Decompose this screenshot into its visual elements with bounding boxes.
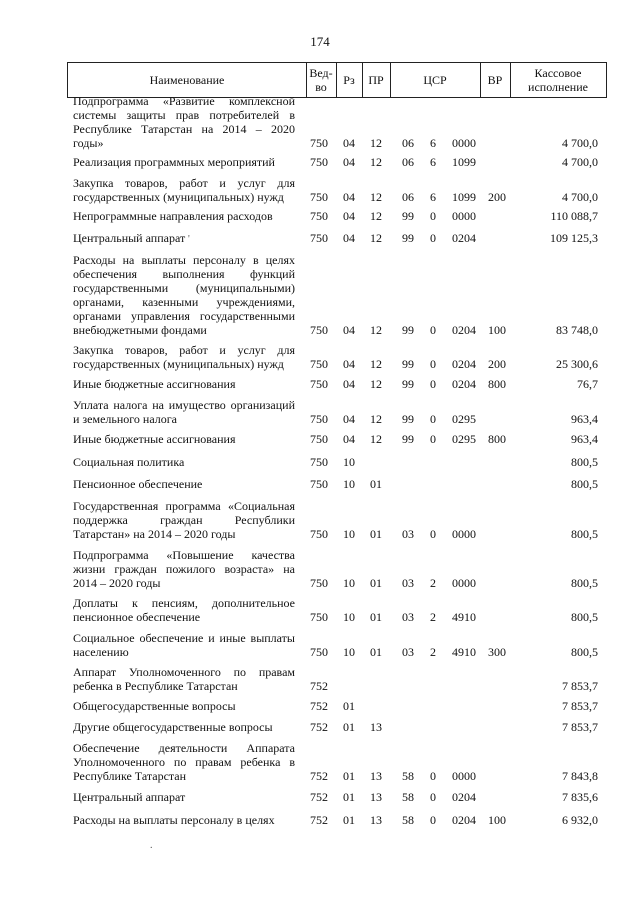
vr-cell: 100 — [488, 323, 506, 337]
header-csr: ЦСР — [423, 73, 447, 87]
amount-cell: 800,5 — [571, 477, 598, 491]
rz-cell: 10 — [343, 576, 355, 590]
ved-cell: 750 — [310, 576, 328, 590]
rz-cell: 04 — [343, 412, 355, 426]
row-name: Закупка товаров, работ и услуг для государственных (муниципальных) нужд — [73, 176, 295, 204]
rz-cell: 10 — [343, 610, 355, 624]
csr-cell: 0295 — [452, 432, 476, 446]
csr-cell: 0 — [430, 769, 436, 783]
ved-cell: 752 — [310, 790, 328, 804]
csr-cell: 0000 — [452, 527, 476, 541]
rz-cell: 01 — [343, 769, 355, 783]
rz-cell: 10 — [343, 527, 355, 541]
ved-cell: 750 — [310, 610, 328, 624]
amount-cell: 7 853,7 — [562, 679, 598, 693]
row-name: Аппарат Уполномоченного по правам ребенка в Республике Татарстан — [73, 665, 295, 693]
rz-cell: 01 — [343, 790, 355, 804]
rz-cell: 04 — [343, 190, 355, 204]
rz-cell: 01 — [343, 720, 355, 734]
csr-cell: 0295 — [452, 412, 476, 426]
row-name: Подпрограмма «Развитие комплексной системы защиты прав потребителей в Республике Татарстан на 2014 – 2020 годы» — [73, 94, 295, 150]
ved-cell: 750 — [310, 477, 328, 491]
pr-cell: 13 — [370, 720, 382, 734]
row-name: Уплата налога на имущество организаций и земельного налога — [73, 398, 295, 426]
csr-cell: 2 — [430, 576, 436, 590]
csr-cell: 99 — [402, 231, 414, 245]
amount-cell: 963,4 — [571, 432, 598, 446]
csr-cell: 6 — [430, 155, 436, 169]
header-rz: Рз — [343, 73, 355, 87]
header-vr: ВР — [487, 73, 503, 87]
amount-cell: 6 932,0 — [562, 813, 598, 827]
amount-cell: 4 700,0 — [562, 136, 598, 150]
csr-cell: 0 — [430, 412, 436, 426]
csr-cell: 99 — [402, 412, 414, 426]
header-amount-line2: исполнение — [528, 80, 588, 94]
rz-cell: 04 — [343, 357, 355, 371]
csr-cell: 0000 — [452, 136, 476, 150]
csr-cell: 0000 — [452, 769, 476, 783]
ved-cell: 752 — [310, 769, 328, 783]
csr-cell: 99 — [402, 377, 414, 391]
ved-cell: 750 — [310, 155, 328, 169]
csr-cell: 0 — [430, 323, 436, 337]
csr-cell: 06 — [402, 190, 414, 204]
amount-cell: 800,5 — [571, 576, 598, 590]
row-name: Другие общегосударственные вопросы — [73, 720, 273, 734]
row-name: Центральный аппарат — [73, 790, 186, 804]
amount-cell: 800,5 — [571, 645, 598, 659]
vr-cell: 300 — [488, 645, 506, 659]
amount-cell: 7 843,8 — [562, 769, 598, 783]
csr-cell: 03 — [402, 645, 414, 659]
header-pr: ПР — [368, 73, 384, 87]
row-name: Доплаты к пенсиям, дополнительное пенсионное обеспечение — [73, 596, 295, 624]
amount-cell: 83 748,0 — [556, 323, 598, 337]
ved-cell: 752 — [310, 720, 328, 734]
ved-cell: 752 — [310, 679, 328, 693]
pr-cell: 01 — [370, 610, 382, 624]
csr-cell: 06 — [402, 136, 414, 150]
ved-cell: 750 — [310, 645, 328, 659]
pr-cell: 12 — [370, 377, 382, 391]
row-name: Центральный аппарат — [73, 231, 186, 245]
csr-cell: 58 — [402, 769, 414, 783]
ved-cell: 750 — [310, 412, 328, 426]
rz-cell: 01 — [343, 813, 355, 827]
row-name: Государственная программа «Социальная поддержка граждан Республики Татарстан» на 2014 – 2020 годы — [73, 499, 295, 541]
row-name: Пенсионное обеспечение — [73, 477, 203, 491]
csr-cell: 58 — [402, 790, 414, 804]
ved-cell: 752 — [310, 699, 328, 713]
amount-cell: 4 700,0 — [562, 190, 598, 204]
pr-cell: 01 — [370, 645, 382, 659]
row-name: Расходы на выплаты персоналу в целях — [73, 813, 275, 827]
page-number: 174 — [310, 34, 330, 49]
csr-cell: 6 — [430, 136, 436, 150]
header-ved-line2: во — [315, 80, 327, 94]
pr-cell: 12 — [370, 209, 382, 223]
csr-cell: 2 — [430, 610, 436, 624]
csr-cell: 0 — [430, 377, 436, 391]
ved-cell: 750 — [310, 432, 328, 446]
csr-cell: 1099 — [452, 155, 476, 169]
row-name: Расходы на выплаты персоналу в целях обеспечения выполнения функций государственными (муниципальными) органами, казенными учреждениями, органами управления государственными внебюджетными фондами — [73, 253, 295, 337]
row-name: Иные бюджетные ассигнования — [73, 432, 236, 446]
csr-cell: 0 — [430, 790, 436, 804]
rz-cell: 04 — [343, 136, 355, 150]
pr-cell: 13 — [370, 769, 382, 783]
pr-cell: 12 — [370, 412, 382, 426]
csr-cell: 0204 — [452, 790, 476, 804]
csr-cell: 0204 — [452, 231, 476, 245]
header-name: Наименование — [149, 73, 225, 87]
rz-cell: 10 — [343, 455, 355, 469]
rz-cell: 10 — [343, 645, 355, 659]
pr-cell: 12 — [370, 357, 382, 371]
csr-cell: 0204 — [452, 357, 476, 371]
csr-cell: 0 — [430, 231, 436, 245]
pr-cell: 12 — [370, 136, 382, 150]
rz-cell: 04 — [343, 432, 355, 446]
amount-cell: 76,7 — [577, 377, 598, 391]
pr-cell: 13 — [370, 790, 382, 804]
ved-cell: 752 — [310, 813, 328, 827]
row-name: Социальное обеспечение и иные выплаты населению — [73, 631, 295, 659]
rz-cell: 04 — [343, 155, 355, 169]
pr-cell: 12 — [370, 323, 382, 337]
amount-cell: 800,5 — [571, 527, 598, 541]
csr-cell: 99 — [402, 432, 414, 446]
header-ved-line1: Вед- — [309, 66, 333, 80]
amount-cell: 800,5 — [571, 455, 598, 469]
csr-cell: 2 — [430, 645, 436, 659]
ved-cell: 750 — [310, 190, 328, 204]
csr-cell: 0 — [430, 357, 436, 371]
ved-cell: 750 — [310, 455, 328, 469]
pr-cell: 01 — [370, 527, 382, 541]
pr-cell: 12 — [370, 190, 382, 204]
amount-cell: 4 700,0 — [562, 155, 598, 169]
amount-cell: 110 088,7 — [550, 209, 598, 223]
csr-cell: 1099 — [452, 190, 476, 204]
ved-cell: 750 — [310, 136, 328, 150]
rz-cell: 04 — [343, 231, 355, 245]
row-name: Закупка товаров, работ и услуг для государственных (муниципальных) нужд — [73, 343, 295, 371]
amount-cell: 7 835,6 — [562, 790, 598, 804]
ved-cell: 750 — [310, 357, 328, 371]
row-name: Общегосударственные вопросы — [73, 699, 236, 713]
csr-cell: 03 — [402, 576, 414, 590]
csr-cell: 4910 — [452, 645, 476, 659]
ved-cell: 750 — [310, 527, 328, 541]
vr-cell: 800 — [488, 432, 506, 446]
header-amount-line1: Кассовое — [534, 66, 582, 80]
scan-speck: . — [150, 840, 153, 851]
csr-cell: 0000 — [452, 576, 476, 590]
vr-cell: 800 — [488, 377, 506, 391]
csr-cell: 0204 — [452, 813, 476, 827]
pr-cell: 12 — [370, 231, 382, 245]
csr-cell: 03 — [402, 610, 414, 624]
rz-cell: 04 — [343, 323, 355, 337]
csr-cell: 06 — [402, 155, 414, 169]
csr-cell: 58 — [402, 813, 414, 827]
csr-cell: 0 — [430, 432, 436, 446]
row-name: Подпрограмма «Повышение качества жизни граждан пожилого возраста» на 2014 – 2020 годы — [73, 548, 295, 590]
csr-cell: 99 — [402, 357, 414, 371]
amount-cell: 7 853,7 — [562, 720, 598, 734]
pr-cell: 12 — [370, 432, 382, 446]
pr-cell: 01 — [370, 576, 382, 590]
vr-cell: 200 — [488, 357, 506, 371]
csr-cell: 6 — [430, 190, 436, 204]
csr-cell: 03 — [402, 527, 414, 541]
rz-cell: 04 — [343, 209, 355, 223]
csr-cell: 0204 — [452, 377, 476, 391]
ved-cell: 750 — [310, 209, 328, 223]
scan-speck: ' — [188, 234, 190, 245]
csr-cell: 0 — [430, 527, 436, 541]
csr-cell: 99 — [402, 209, 414, 223]
rz-cell: 04 — [343, 377, 355, 391]
row-name: Иные бюджетные ассигнования — [73, 377, 236, 391]
amount-cell: 963,4 — [571, 412, 598, 426]
csr-cell: 0204 — [452, 323, 476, 337]
pr-cell: 01 — [370, 477, 382, 491]
ved-cell: 750 — [310, 231, 328, 245]
csr-cell: 0000 — [452, 209, 476, 223]
rz-cell: 01 — [343, 699, 355, 713]
csr-cell: 0 — [430, 813, 436, 827]
row-name: Непрограммные направления расходов — [73, 209, 273, 223]
pr-cell: 12 — [370, 155, 382, 169]
csr-cell: 99 — [402, 323, 414, 337]
amount-cell: 7 853,7 — [562, 699, 598, 713]
rz-cell: 10 — [343, 477, 355, 491]
pr-cell: 13 — [370, 813, 382, 827]
ved-cell: 750 — [310, 377, 328, 391]
vr-cell: 100 — [488, 813, 506, 827]
amount-cell: 109 125,3 — [550, 231, 598, 245]
row-name: Социальная политика — [73, 455, 185, 469]
vr-cell: 200 — [488, 190, 506, 204]
row-name: Реализация программных мероприятий — [73, 155, 275, 169]
csr-cell: 0 — [430, 209, 436, 223]
amount-cell: 800,5 — [571, 610, 598, 624]
row-name: Обеспечение деятельности Аппарата Уполномоченного по правам ребенка в Республике Татарстан — [73, 741, 295, 783]
csr-cell: 4910 — [452, 610, 476, 624]
amount-cell: 25 300,6 — [556, 357, 598, 371]
ved-cell: 750 — [310, 323, 328, 337]
